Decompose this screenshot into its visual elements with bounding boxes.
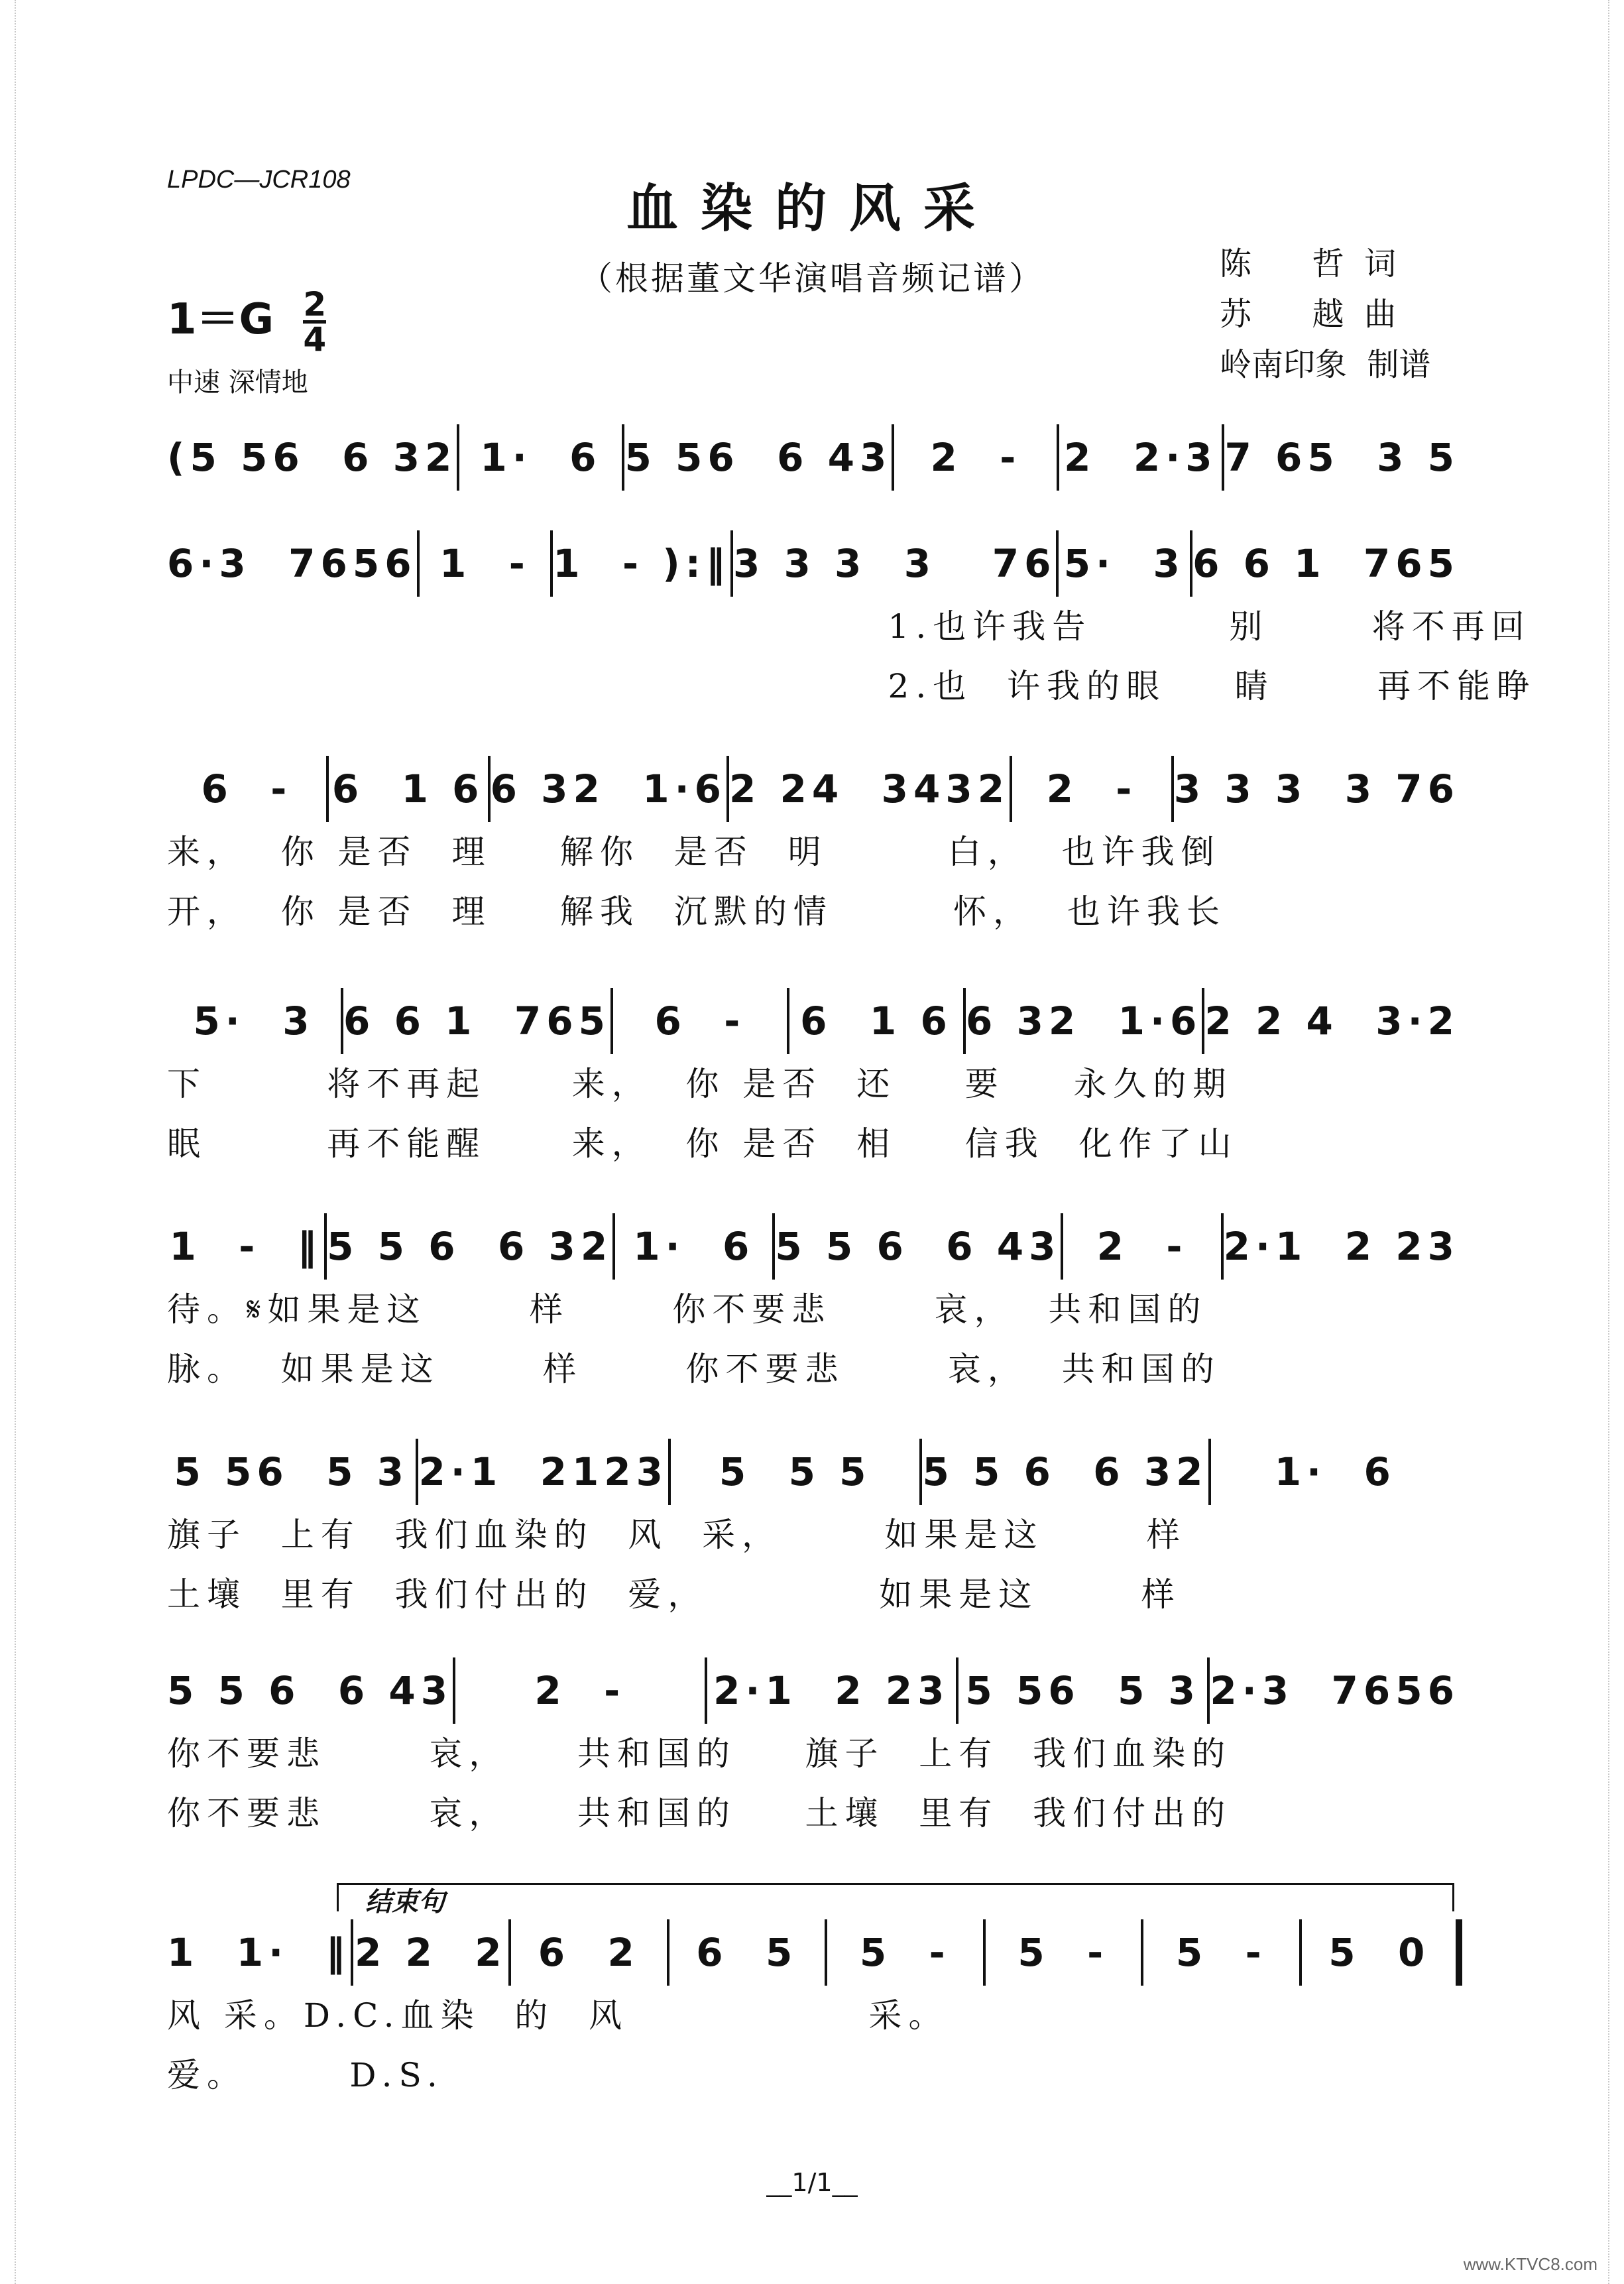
tempo-marking: 中速 深情地 [167, 367, 308, 398]
lyric-verse-1: 来， 你 是否 理 解你 是否 明 白， 也许我倒 [167, 833, 1221, 871]
measure: 5 5 6 6 32 [922, 1439, 1210, 1505]
lyric-verse-1: 1.也许我告 别 将不再回 [167, 607, 1531, 646]
lyric-verse-2: 爱。 D.S. [167, 2056, 444, 2094]
notes-row [167, 988, 1460, 1054]
lyric-verse-1: 下 将不再起 来， 你 是否 还 要 永久的期 [167, 1065, 1233, 1103]
measure: 2 - [455, 1657, 707, 1724]
lyric-verse-2: 脉。 如果是这 样 你不要悲 哀， 共和国的 [167, 1350, 1221, 1388]
lyric-verse-1: 旗子 上有 我们血染的 风 采， 如果是这 样 [167, 1516, 1187, 1554]
notes-row [167, 1657, 1460, 1724]
measure: 2 2 4 3·2 [1204, 998, 1460, 1044]
lyric-verse-1: 待。𝄋如果是这 样 你不要悲 哀， 共和国的 [167, 1290, 1208, 1329]
composer-credit: 苏 越 曲 [1220, 296, 1397, 333]
measure: 6 1 6 [789, 988, 966, 1054]
measure: 5 - [827, 1919, 986, 1986]
score-system-3 [167, 756, 1460, 941]
score-system-6 [167, 1439, 1460, 1624]
score-code: LPDC—JCR108 [167, 166, 351, 194]
measure: 2 - [1012, 756, 1174, 822]
notes-row [167, 756, 1460, 822]
measure: 5 5 6 6 43 [775, 1213, 1063, 1280]
measure: 6 6 1 765 [1192, 541, 1460, 586]
measure: 2·1 2 23 [707, 1657, 958, 1724]
measure: 2 2 2 [353, 1919, 512, 1986]
score-system-5 [167, 1213, 1460, 1399]
measure: 1 1· ‖ [167, 1919, 353, 1986]
score-system-7 [167, 1657, 1460, 1843]
measure: 6 5 [669, 1919, 828, 1986]
notes-row [167, 530, 1460, 597]
measure: 5 5 6 6 43 [167, 1657, 455, 1724]
measure: 6 6 1 765 [343, 988, 613, 1054]
measure: (5 56 6 32 [167, 424, 459, 491]
measure: 5 5 6 6 32 [327, 1213, 615, 1280]
ending-label: 结束句 [365, 1886, 445, 1917]
measure: 2·1 2123 [418, 1439, 671, 1505]
time-signature [303, 284, 327, 359]
time-bottom: 4 [303, 320, 327, 359]
page-number: __1/1__ [766, 2168, 858, 2197]
measure: 6·3 7656 [167, 530, 420, 597]
measure: 1· 6 [615, 1213, 775, 1280]
lyric-verse-2: 眠 再不能醒 来， 你 是否 相 信我 化作了山 [167, 1124, 1238, 1163]
measure: 5 56 5 3 [958, 1657, 1210, 1724]
key-signature [167, 284, 327, 359]
lyric-verse-2: 你不要悲 哀， 共和国的 土壤 里有 我们付出的 [167, 1794, 1232, 1833]
measure: 1· 6 [459, 424, 624, 491]
watermark: www.KTVC8.com [1463, 2254, 1597, 2274]
score-system-1 [167, 424, 1460, 491]
song-title: 血染的风采 [626, 178, 998, 239]
measure: 3 3 3 3 76 [733, 530, 1059, 597]
measure: 5 5 5 [671, 1439, 922, 1505]
measure: 5· 3 [167, 988, 343, 1054]
measure: 2·1 2 23 [1223, 1224, 1460, 1269]
measure: 2 - [1063, 1213, 1223, 1280]
key-label: 1＝G [167, 295, 274, 344]
measure: 6 - [167, 756, 329, 822]
measure: 2·3 7656 [1210, 1668, 1460, 1713]
measure: 6 1 6 [329, 756, 491, 822]
lyric-verse-2: 2.也 许我的眼 睛 再不能睁 [167, 667, 1537, 705]
measure: 1 - [420, 530, 553, 597]
ending-bracket [337, 1883, 1454, 1917]
measure: 1 - ):‖ [553, 530, 733, 597]
measure: 5· 3 [1059, 530, 1192, 597]
song-subtitle: （根据董文华演唱音频记谱） [579, 259, 1045, 298]
measure: 6 - [613, 988, 789, 1054]
measure: 2 - [894, 424, 1059, 491]
measure: 1 - ‖ [167, 1213, 327, 1280]
notes-row [167, 1439, 1460, 1505]
credits [1220, 239, 1431, 390]
measure: 7 65 3 5 [1224, 435, 1460, 480]
measure: 5 - [1143, 1919, 1302, 1986]
right-border [1608, 0, 1624, 2284]
lyric-verse-1: 你不要悲 哀， 共和国的 旗子 上有 我们血染的 [167, 1734, 1232, 1773]
lyricist-credit: 陈 哲 词 [1220, 245, 1397, 282]
arranger-credit: 岭南印象 制谱 [1220, 346, 1431, 383]
score-system-4 [167, 988, 1460, 1173]
measure: 6 32 1·6 [491, 756, 729, 822]
measure: 1· 6 [1274, 1449, 1396, 1494]
score-system-2 [167, 530, 1537, 716]
measure: 6 32 1·6 [966, 988, 1204, 1054]
measure: 2 2·3 [1059, 424, 1224, 491]
notes-row [167, 1919, 1460, 1986]
measure: 2 24 3432 [729, 756, 1012, 822]
measure: 6 2 [511, 1919, 669, 1986]
lyric-verse-2: 土壤 里有 我们付出的 爱， 如果是这 样 [167, 1575, 1181, 1614]
measure: 5 - [986, 1919, 1144, 1986]
left-border [0, 0, 16, 2284]
measure: 3 3 3 3 76 [1173, 766, 1460, 811]
measure: 5 56 6 43 [624, 424, 894, 491]
final-barline [1456, 1919, 1462, 1986]
score-system-8 [167, 1919, 1460, 2105]
notes-row [167, 424, 1460, 491]
measure: 5 0 [1302, 1919, 1460, 1986]
time-top: 2 [303, 284, 327, 324]
lyric-verse-1: 风 采。D.C.血染 的 风 采。 [167, 1996, 949, 2035]
measure: 5 56 5 3 [167, 1439, 418, 1505]
lyric-verse-2: 开， 你 是否 理 解我 沉默的情 怀， 也许我长 [167, 892, 1226, 931]
notes-row [167, 1213, 1460, 1280]
